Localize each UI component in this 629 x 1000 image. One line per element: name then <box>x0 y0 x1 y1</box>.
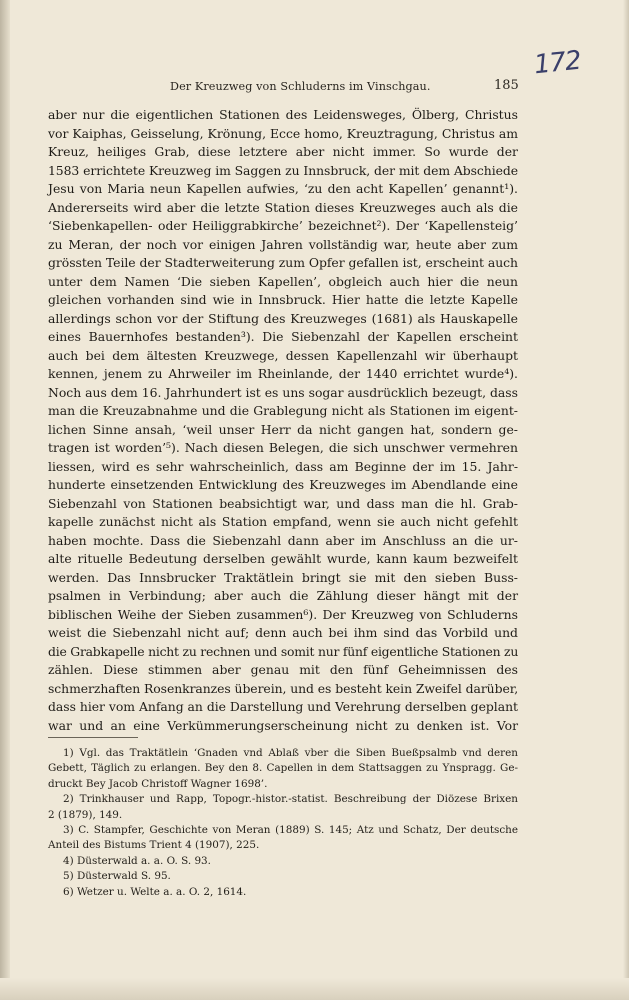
handwritten-folio-number: 172 <box>532 45 583 81</box>
text-line: alte rituelle Bedeutung derselben gewählt wurde, kann kaum bezweifelt <box>48 551 518 566</box>
footnote-line: druckt Bey Jacob Christoff Wagner 1698’. <box>48 777 268 790</box>
text-line: Siebenzahl von Stationen beabsichtigt war, und dass man die hl. Grab- <box>48 495 518 511</box>
footnote-line: Gebett, Täglich zu erlangen. Bey den 8. Capellen in dem Stattsaggen zu Ynspragg. Ge- <box>48 762 518 775</box>
text-line: aber nur die eigentlichen Stationen des Leidensweges, Ölberg, Christus <box>48 107 518 122</box>
footnote-line: Anteil des Bistums Trient 4 (1907), 225. <box>48 839 260 852</box>
footnote-line: 1) Vgl. das Traktätlein ‘Gnaden vnd Ablaß vber die Siben Bueßpsalmb vnd deren <box>63 747 518 759</box>
text-line: schmerzhaften Rosenkranzes überein, und es besteht kein Zweifel darüber, <box>48 680 519 696</box>
page-number: 185 <box>494 78 519 93</box>
text-line: weist die Siebenzahl nicht auf; denn auch bei ihm sind das Vorbild und <box>48 625 518 640</box>
page-right-edge <box>623 0 629 1000</box>
footnote-line: 2 (1879), 149. <box>48 808 123 821</box>
text-line: dass hier vom Anfang an die Darstellung und Verehrung derselben geplant <box>48 699 518 714</box>
text-line: man die Kreuzabnahme und die Grablegung nicht als Stationen im eigent- <box>48 403 518 418</box>
footnote-line: 3) C. Stampfer, Geschichte von Meran (1889) S. 145; Atz und Schatz, Der deutsche <box>63 823 518 836</box>
text-line: kennen, jenem zu Ahrweiler im Rheinlande, der 1440 errichtet wurde⁴). <box>48 366 518 381</box>
text-line: Andererseits wird aber die letzte Station dieses Kreuzweges auch als die <box>48 199 518 215</box>
text-line: Kreuz, heiliges Grab, diese letztere aber nicht immer. So wurde der <box>48 144 518 159</box>
text-line: kapelle zunächst nicht als Station empfand, wenn sie auch nicht gefehlt <box>48 514 518 529</box>
text-line: biblischen Weihe der Sieben zusammen⁶). Der Kreuzweg von Schluderns <box>48 606 518 622</box>
footnote-line: 6) Wetzer u. Welte a. a. O. 2, 1614. <box>63 885 247 898</box>
text-line: 1583 errichtete Kreuzweg im Saggen zu Innsbruck, der mit dem Abschiede <box>48 162 518 178</box>
text-line: auch bei dem ältesten Kreuzwege, dessen Kapellenzahl wir überhaupt <box>48 347 518 363</box>
text-line: zählen. Diese stimmen aber genau mit den fünf Geheimnissen des <box>48 662 518 677</box>
text-line: liessen, wird es sehr wahrscheinlich, dass am Beginne der im 15. Jahr- <box>48 458 518 474</box>
text-line: Jesu von Maria neun Kapellen aufwies, ‘zu den acht Kapellen’ genannt¹). <box>48 181 518 196</box>
text-line: zu Meran, der noch vor einigen Jahren vollständig war, heute aber zum <box>48 236 518 252</box>
text-line: die Grabkapelle nicht zu rechnen und somit nur fünf eigentliche Stationen zu <box>48 643 519 659</box>
footnotes-block <box>48 746 518 900</box>
page-bottom-edge <box>0 978 629 1000</box>
text-line: gleichen vorhanden sind wie in Innsbruck. Hier hatte die letzte Kapelle <box>48 292 518 307</box>
text-line: hunderte einsetzenden Entwicklung des Kreuzweges im Abendlande eine <box>48 477 518 492</box>
text-line: werden. Das Innsbrucker Traktätlein bringt sie mit den sieben Buss- <box>48 569 518 585</box>
footnote-line: 5) Düsterwald S. 95. <box>63 870 171 883</box>
main-text-block <box>48 106 518 735</box>
footnote-divider <box>48 737 138 738</box>
footnote-line: 4) Düsterwald a. a. O. S. 93. <box>63 854 211 867</box>
text-line: tragen ist worden’⁵). Nach diesen Belegen, die sich unschwer vermehren <box>48 440 518 455</box>
text-line: grössten Teile der Stadterweiterung zum Opfer gefallen ist, erscheint auch <box>48 255 518 270</box>
text-line: lichen Sinne ansah, ‘weil unser Herr da nicht gangen hat, sondern ge- <box>48 421 518 437</box>
text-line: haben mochte. Dass die Siebenzahl dann aber im Anschluss an die ur- <box>48 532 518 548</box>
text-line: war und an eine Verkümmerungserscheinung nicht zu denken ist. Vor <box>48 717 518 733</box>
text-line: unter dem Namen ‘Die sieben Kapellen’, obgleich auch hier die neun <box>48 273 518 289</box>
footnote-line: 2) Trinkhauser und Rapp, Topogr.-histor.-statist. Beschreibung der Diözese Brixen <box>63 793 518 806</box>
text-line: vor Kaiphas, Geisselung, Krönung, Ecce homo, Kreuztragung, Christus am <box>48 125 518 141</box>
text-line: eines Bauernhofes bestanden³). Die Siebenzahl der Kapellen erscheint <box>48 329 518 344</box>
text-line: ‘Siebenkapellen- oder Heiliggrabkirche’ bezeichnet²). Der ‘Kapellensteig’ <box>48 218 518 233</box>
page-binding-shadow <box>0 0 10 1000</box>
running-title: Der Kreuzweg von Schluderns im Vinschgau. <box>170 80 431 93</box>
text-line: allerdings schon vor der Stiftung des Kreuzweges (1681) als Hauskapelle <box>48 310 518 326</box>
text-line: Noch aus dem 16. Jahrhundert ist es uns sogar ausdrücklich bezeugt, dass <box>48 384 518 400</box>
text-line: psalmen in Verbindung; aber auch die Zählung dieser hängt mit der <box>48 588 518 603</box>
